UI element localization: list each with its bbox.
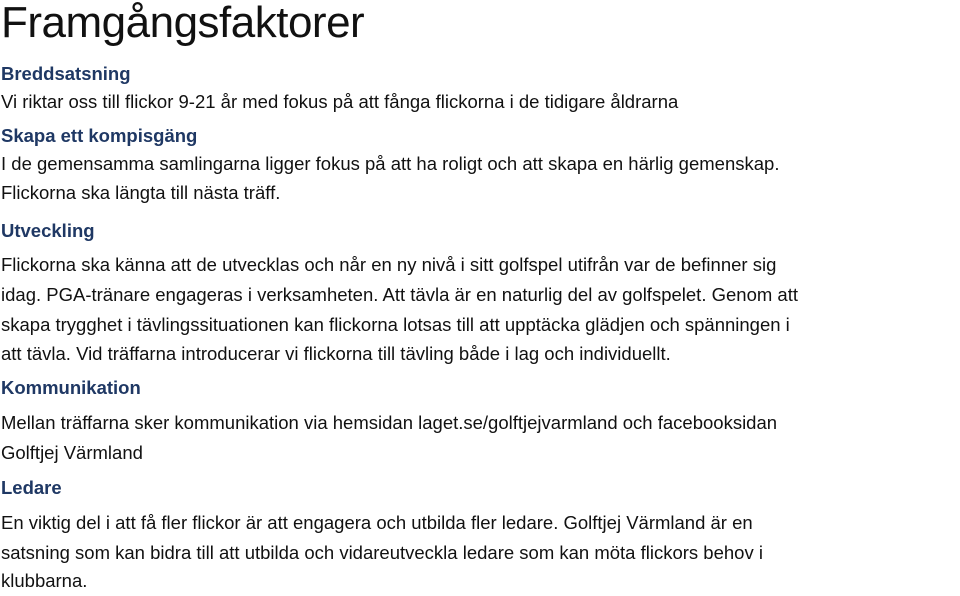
page-title: Framgångsfaktorer bbox=[1, 0, 365, 47]
utveckling-line-1: Flickorna ska känna att de utvecklas och når en ny nivå i sitt golfspel utifrån var de befinner sig bbox=[1, 254, 777, 275]
kommunikation-line-1: Mellan träffarna sker kommunikation via hemsidan laget.se/golftjejvarmland och facebooksidan bbox=[1, 412, 778, 433]
ledare-line-3: klubbarna. bbox=[1, 570, 88, 591]
kommunikation-line-2: Golftjej Värmland bbox=[1, 442, 143, 463]
heading-ledare: Ledare bbox=[1, 477, 62, 498]
breddsatsning-line-1: Vi riktar oss till flickor 9-21 år med fokus på att fånga flickorna i de tidigare åldrarna bbox=[1, 91, 679, 112]
utveckling-line-4: att tävla. Vid träffarna introducerar vi flickorna till tävling både i lag och individuellt. bbox=[1, 343, 671, 364]
ledare-line-1: En viktig del i att få fler flickor är att engagera och utbilda fler ledare. Golftjej Värmland är en bbox=[1, 512, 753, 533]
utveckling-line-3: skapa trygghet i tävlingssituationen kan flickorna lotsas till att upptäcka glädjen och spänningen i bbox=[1, 314, 790, 335]
kompisgang-line-1: I de gemensamma samlingarna ligger fokus på att ha roligt och att skapa en härlig gemenskap. bbox=[1, 153, 780, 174]
heading-kommunikation: Kommunikation bbox=[1, 377, 141, 398]
utveckling-line-2: idag. PGA-tränare engageras i verksamheten. Att tävla är en naturlig del av golfspelet. Genom att bbox=[1, 284, 798, 305]
ledare-line-2: satsning som kan bidra till att utbilda och vidareutveckla ledare som kan möta flickors behov i bbox=[1, 542, 763, 563]
kompisgang-line-2: Flickorna ska längta till nästa träff. bbox=[1, 182, 281, 203]
heading-skapa-ett-kompisgang: Skapa ett kompisgäng bbox=[1, 125, 198, 146]
heading-utveckling: Utveckling bbox=[1, 220, 95, 241]
heading-breddsatsning: Breddsatsning bbox=[1, 63, 131, 84]
